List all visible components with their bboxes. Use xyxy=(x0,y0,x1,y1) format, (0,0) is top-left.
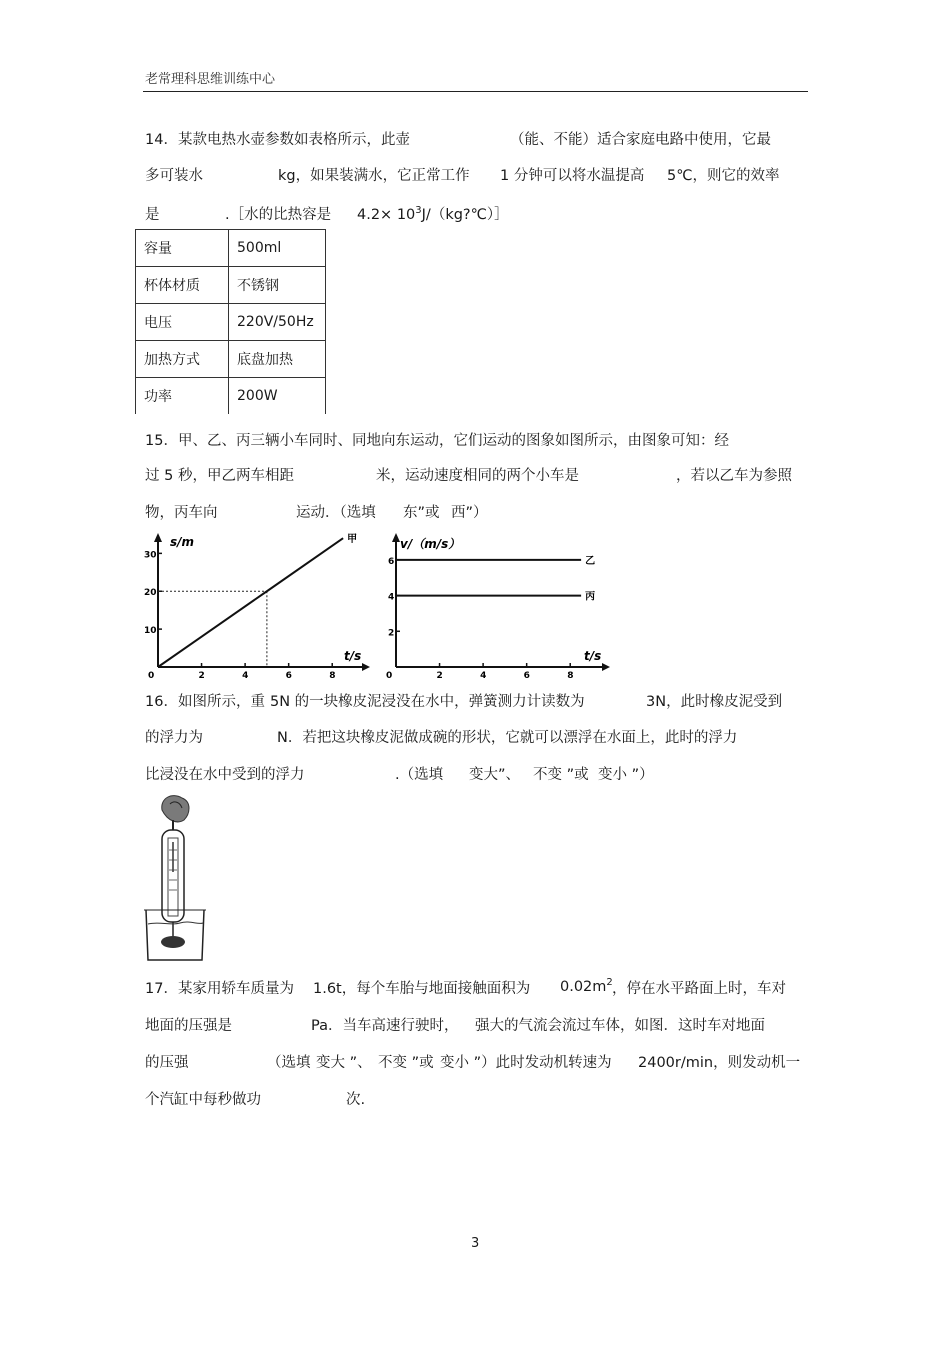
q17-text: 2400r/min，则发动机一 xyxy=(638,1055,801,1071)
q17-text: Pa．当车高速行驶时， xyxy=(311,1018,459,1034)
q15-text: ，若以乙车为参照 xyxy=(676,468,792,484)
q15-text: 运动．（选填 xyxy=(296,505,376,521)
table-cell-value: 220V/50Hz xyxy=(229,304,326,341)
x-tick-label: 8 xyxy=(329,671,336,680)
table-cell-key: 功率 xyxy=(136,378,229,415)
hand-icon xyxy=(162,796,189,822)
q15-text: 15．甲、乙、丙三辆小车同时、同地向东运动，它们运动的图象如图所示，由图象可知：经 xyxy=(145,433,729,449)
table-cell-value: 200W xyxy=(229,378,326,415)
q17-text: 强大的气流会流过车体，如图．这时车对地面 xyxy=(475,1018,765,1034)
y-axis-label: s/m xyxy=(170,535,195,549)
plasticine-lump xyxy=(161,936,185,948)
table-row xyxy=(136,304,326,341)
s-t-chart xyxy=(140,530,370,680)
x-tick-label: 4 xyxy=(480,671,487,680)
y-tick-label: 2 xyxy=(388,628,395,639)
table-cell-key: 电压 xyxy=(136,304,229,341)
q17-text: $0.02m^2$ xyxy=(560,977,613,995)
x-tick-label: 0 xyxy=(386,671,393,680)
q15-text: 过 5 秒，甲乙两车相距 xyxy=(145,468,294,484)
header-divider xyxy=(143,91,808,92)
x-axis-label: t/s xyxy=(584,649,602,663)
page-header: 老常理科思维训练中心 xyxy=(145,72,276,87)
q15-text: 米，运动速度相同的两个小车是 xyxy=(376,468,579,484)
q14-text: 1 分钟可以将水温提高 xyxy=(500,168,645,184)
table-cell-value: 500ml xyxy=(229,230,326,267)
q14-text: （能、不能）适合家庭电路中使用，它最 xyxy=(510,132,771,148)
y-tick-label: 20 xyxy=(144,588,157,599)
series-label: 甲 xyxy=(347,534,358,546)
x-tick-label: 4 xyxy=(242,671,249,680)
table-row xyxy=(136,230,326,267)
q17-text: 不变 ”或 xyxy=(378,1055,434,1071)
v-t-chart xyxy=(378,530,610,680)
page-number: 3 xyxy=(471,1236,480,1251)
x-tick-label: 6 xyxy=(523,671,530,680)
y-axis-label: v/（m/s） xyxy=(400,537,461,551)
table-cell-key: 容量 xyxy=(136,230,229,267)
q15-text: 物，丙车向 xyxy=(145,505,218,521)
x-tick-label: 2 xyxy=(436,671,443,680)
q14-text: .［水的比热容是 xyxy=(225,207,332,223)
q17-text: 变小 ”）此时发动机转速为 xyxy=(440,1055,612,1071)
y-tick-label: 10 xyxy=(144,626,157,637)
q14-text: 是 xyxy=(145,207,160,223)
y-tick-label: 6 xyxy=(388,556,395,567)
q16-text: N．若把这块橡皮泥做成碗的形状，它就可以漂浮在水面上，此时的浮力 xyxy=(277,730,738,746)
x-tick-label: 8 xyxy=(567,671,574,680)
q14-text: $4.2\times 10^3J/(kg?℃)]$ xyxy=(357,205,509,223)
q16-text: .（选填 xyxy=(395,767,444,783)
spring-scale-beaker-illustration xyxy=(140,790,220,965)
q17-text: 地面的压强是 xyxy=(145,1018,232,1034)
table-cell-value: 不锈钢 xyxy=(229,267,326,304)
x-tick-label: 0 xyxy=(148,671,155,680)
q16-text: 变大”、 xyxy=(469,767,521,783)
q15-text: 西”） xyxy=(451,505,488,521)
q17-text: 的压强 xyxy=(145,1055,189,1071)
q16-text: 5N 的一块橡皮泥浸没在水中，弹簧测力计读数为 xyxy=(270,694,585,710)
s-t-chart-area xyxy=(144,533,370,680)
q16-text: 比浸没在水中受到的浮力 xyxy=(145,767,305,783)
series-label: 丙 xyxy=(585,591,596,603)
q17-text: 17．某家用轿车质量为 xyxy=(145,981,294,997)
series-line xyxy=(158,538,343,667)
y-tick-label: 30 xyxy=(144,550,157,561)
q14-text: 5℃，则它的效率 xyxy=(667,168,780,184)
q17-text: ，停在水平路面上时，车对 xyxy=(612,981,786,997)
x-axis-arrow xyxy=(362,663,370,671)
v-t-chart-area xyxy=(386,533,610,680)
spec-table xyxy=(135,229,326,414)
q16-text: 变小 ”） xyxy=(598,767,654,783)
q16-text: 3N，此时橡皮泥受到 xyxy=(646,694,783,710)
table-cell-value: 底盘加热 xyxy=(229,341,326,378)
q17-text: （选填 xyxy=(267,1055,311,1071)
table-row xyxy=(136,341,326,378)
x-tick-label: 6 xyxy=(285,671,292,680)
table-row xyxy=(136,378,326,415)
x-axis-label: t/s xyxy=(344,649,362,663)
y-axis-arrow xyxy=(392,533,400,542)
table-cell-key: 加热方式 xyxy=(136,341,229,378)
q17-text: 个汽缸中每秒做功 xyxy=(145,1092,261,1108)
table-cell-key: 杯体材质 xyxy=(136,267,229,304)
q17-text: 变大 ”、 xyxy=(316,1055,372,1071)
q15-text: 东”或 xyxy=(403,505,440,521)
q14-text: 14．某款电热水壶参数如表格所示，此壶 xyxy=(145,132,410,148)
q16-text: 16．如图所示，重 xyxy=(145,694,265,710)
q16-text: 不变 ”或 xyxy=(533,767,589,783)
q17-text: 1.6t，每个车胎与地面接触面积为 xyxy=(313,981,531,997)
q14-text: kg，如果装满水，它正常工作 xyxy=(278,168,470,184)
y-tick-label: 4 xyxy=(388,592,395,603)
x-axis-arrow xyxy=(602,663,610,671)
table-row xyxy=(136,267,326,304)
y-axis-arrow xyxy=(154,533,162,542)
q17-text: 次. xyxy=(346,1092,366,1108)
q16-text: 的浮力为 xyxy=(145,730,203,746)
series-label: 乙 xyxy=(585,555,596,567)
x-tick-label: 2 xyxy=(198,671,205,680)
q14-text: 多可装水 xyxy=(145,168,203,184)
